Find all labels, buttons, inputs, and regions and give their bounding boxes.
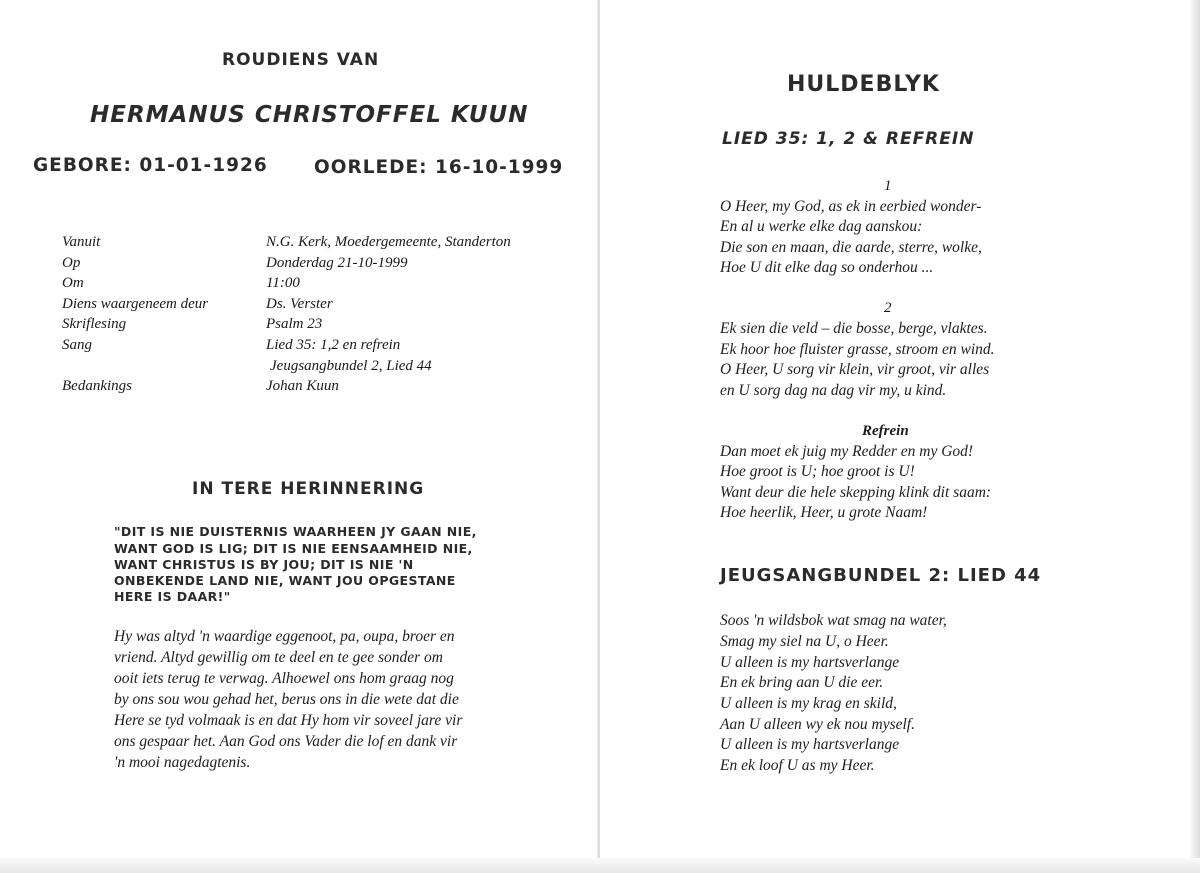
quote-line: "DIT IS NIE DUISTERNIS WAARHEEN JY GAAN NIE, <box>114 524 477 539</box>
refrain-line: Dan moet ek juig my Redder en my God! <box>720 443 974 460</box>
detail-value: Ds. Verster <box>266 296 333 312</box>
verse-line: en U sorg dag na dag vir my, u kind. <box>720 382 947 399</box>
quote-line: ONBEKENDE LAND NIE, WANT JOU OPGESTANE <box>114 573 456 588</box>
hymn1-title: LIED 35: 1, 2 & REFREIN <box>722 129 975 149</box>
tribute-line: ooit iets terug te verwag. Alhoewel ons hom graag nog <box>114 670 454 687</box>
hymn2-line: Soos 'n wildsbok wat smag na water, <box>720 612 947 629</box>
detail-value: Lied 35: 1,2 en refrein <box>266 337 401 353</box>
verse-line: Hoe U dit elke dag so onderhou ... <box>720 259 934 276</box>
detail-row <box>62 255 582 275</box>
birth-date: GEBORE: 01-01-1926 <box>33 155 268 176</box>
verse-line: Die son en maan, die aarde, sterre, wolke, <box>720 239 982 256</box>
hymn2-line: Aan U alleen wy ek nou myself. <box>720 716 915 733</box>
hymn2-title: JEUGSANGBUNDEL 2: LIED 44 <box>720 565 1042 586</box>
detail-value: Psalm 23 <box>266 316 323 332</box>
detail-row <box>62 234 582 254</box>
memory-heading: IN TERE HERINNERING <box>192 479 425 499</box>
detail-row <box>62 378 582 398</box>
detail-label: Skriflesing <box>62 316 127 332</box>
detail-row <box>62 316 582 336</box>
detail-value: Donderdag 21-10-1999 <box>266 255 408 271</box>
quote-line: WANT CHRISTUS IS BY JOU; DIT IS NIE 'N <box>114 557 414 572</box>
detail-row <box>62 337 582 357</box>
verse-line: Ek hoor hoe fluister grasse, stroom en wind. <box>720 341 995 358</box>
verse-number: 2 <box>884 300 892 316</box>
verse-line: En al u werke elke dag aanskou: <box>720 218 923 235</box>
tribute-heading: HULDEBLYK <box>787 72 940 97</box>
death-date: OORLEDE: 16-10-1999 <box>314 157 564 178</box>
scan-edge-right <box>1190 0 1200 873</box>
detail-value: Jeugsangbundel 2, Lied 44 <box>270 358 432 374</box>
refrain-line: Hoe groot is U; hoe groot is U! <box>720 463 915 480</box>
hymn2-line: En ek bring aan U die eer. <box>720 674 884 691</box>
left-page <box>0 0 598 873</box>
detail-row <box>62 358 582 378</box>
hymn2-line: Smag my siel na U, o Heer. <box>720 633 889 650</box>
verse-line: O Heer, my God, as ek in eerbied wonder- <box>720 198 982 215</box>
tribute-line: vriend. Altyd gewillig om te deel en te gee sonder om <box>114 649 444 666</box>
detail-label: Diens waargeneem deur <box>62 296 209 312</box>
quote-line: HERE IS DAAR!" <box>114 589 231 604</box>
detail-row <box>62 275 582 295</box>
refrain-label: Refrein <box>862 423 909 439</box>
detail-value: 11:00 <box>266 275 300 291</box>
tribute-line: Hy was altyd 'n waardige eggenoot, pa, oupa, broer en <box>114 628 455 645</box>
tribute-line: by ons sou wou gehad het, berus ons in die wete dat die <box>114 691 459 708</box>
verse-number: 1 <box>884 178 892 194</box>
detail-label: Bedankings <box>62 378 132 394</box>
service-heading: ROUDIENS VAN <box>222 50 380 70</box>
hymn2-line: U alleen is my hartsverlange <box>720 654 900 671</box>
quote-line: WANT GOD IS LIG; DIT IS NIE EENSAAMHEID NIE, <box>114 541 473 556</box>
tribute-line: 'n mooi nagedagtenis. <box>114 754 251 771</box>
verse-line: Ek sien die veld – die bosse, berge, vlaktes. <box>720 320 988 337</box>
detail-row <box>62 296 582 316</box>
detail-value: N.G. Kerk, Moedergemeente, Standerton <box>266 234 511 250</box>
tribute-line: Here se tyd volmaak is en dat Hy hom vir soveel jare vir <box>114 712 463 729</box>
detail-value: Johan Kuun <box>266 378 339 394</box>
deceased-name: HERMANUS CHRISTOFFEL KUUN <box>90 102 529 128</box>
refrain-line: Hoe heerlik, Heer, u grote Naam! <box>720 504 928 521</box>
detail-label: Vanuit <box>62 234 101 250</box>
hymn2-line: En ek loof U as my Heer. <box>720 757 875 774</box>
tribute-line: ons gespaar het. Aan God ons Vader die lof en dank vir <box>114 733 458 750</box>
detail-label: Op <box>62 255 81 271</box>
verse-line: O Heer, U sorg vir klein, vir groot, vir alles <box>720 361 990 378</box>
hymn2-line: U alleen is my hartsverlange <box>720 736 900 753</box>
hymn2-line: U alleen is my krag en skild, <box>720 695 897 712</box>
detail-label: Sang <box>62 337 92 353</box>
detail-label: Om <box>62 275 84 291</box>
refrain-line: Want deur die hele skepping klink dit saam: <box>720 484 992 501</box>
scan-edge-bottom <box>0 858 1200 873</box>
